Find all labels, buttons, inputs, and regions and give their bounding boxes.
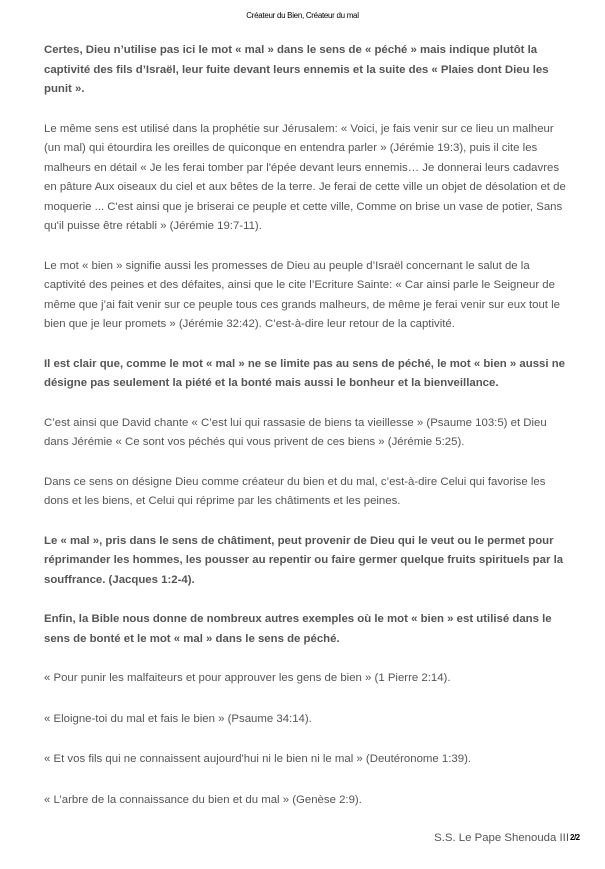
page-header-title: Créateur du Bien, Créateur du mal: [246, 11, 359, 20]
quote: « Et vos fils qui ne connaissent aujourd'hui ni le bien ni le mal » (Deutéronome 1:39).: [44, 753, 472, 765]
paragraph: C’est ainsi que David chante « C’est lui qui rassasie de biens ta vieillesse » (Psaume 103:5) et Dieu dans Jérémie « Ce sont vos péchés qui vous privent de ces biens » (Jérémie 5:25).: [44, 416, 547, 448]
document-body: [44, 41, 569, 869]
paragraph: Dans ce sens on désigne Dieu comme créateur du bien et du mal, c’est-à-dire Celui qui favorise les dons et les biens, et Celui qui réprime par les châtiments et les peines.: [44, 475, 546, 507]
paragraph: Il est clair que, comme le mot « mal » ne se limite pas au sens de péché, le mot « bien » aussi ne désigne pas seulement la piété et la bonté mais aussi le bonheur et la bienveillance.: [44, 357, 566, 389]
signature: S.S. Le Pape Shenouda III: [434, 832, 569, 844]
page-number: 2/2: [570, 833, 580, 842]
quote: « L’arbre de la connaissance du bien et du mal » (Genèse 2:9).: [44, 793, 362, 806]
paragraph: Enfin, la Bible nous donne de nombreux autres exemples où le mot « bien » est utilisé dans le sens de bonté et le mot « mal » dans le sens de péché.: [44, 613, 552, 645]
paragraph: Certes, Dieu n’utilise pas ici le mot « mal » dans le sens de « péché » mais indique plutôt la captivité des fils d’Israël, leur fuite devant leurs ennemis et la suite des « Plaies dont Dieu les punit ».: [44, 44, 549, 95]
paragraph: Le « mal », pris dans le sens de châtiment, peut provenir de Dieu qui le veut ou le permet pour réprimander les hommes, les pousser au repentir ou faire germer quelque fruits spirituels par la souffrance. (Jacques 1:2-4).: [44, 534, 564, 586]
paragraph: Le même sens est utilisé dans la prophétie sur Jérusalem: « Voici, je fais venir sur ce lieu un malheur (un mal) qui étourdira les oreilles de quiconque en entendra parler » (Jérémie 19:3), puis il cite les malheurs en détail « Je les ferai tomber par l'épée devant leurs ennemis… Je donnerai leurs cadavres en pâture Aux oiseaux du ciel et aux bêtes de la terre. Je ferai de cette ville un objet de désolation et de moquerie ... C'est ainsi que je briserai ce peuple et cette ville, Comme on brise un vase de potier, Sans qu'il puisse être rétabli » (Jérémie 19:7-11).: [44, 122, 566, 232]
paragraph: Le mot « bien » signifie aussi les promesses de Dieu au peuple d’Israël concernant le salut de la captivité des peines et des défaites, ainsi que le cite l’Ecriture Sainte: « Car ainsi parle le Seigneur de même que j’ai fait venir sur ce peuple tous ces grands malheurs, de même je ferai venir sur eux tout le bien que je leur promets » (Jérémie 32:42). C’est-à-dire leur retour de la captivité.: [44, 259, 560, 330]
quote: « Pour punir les malfaiteurs et pour approuver les gens de bien » (1 Pierre 2:14).: [44, 672, 451, 684]
quote: « Eloigne-toi du mal et fais le bien » (Psaume 34:14).: [44, 712, 312, 725]
